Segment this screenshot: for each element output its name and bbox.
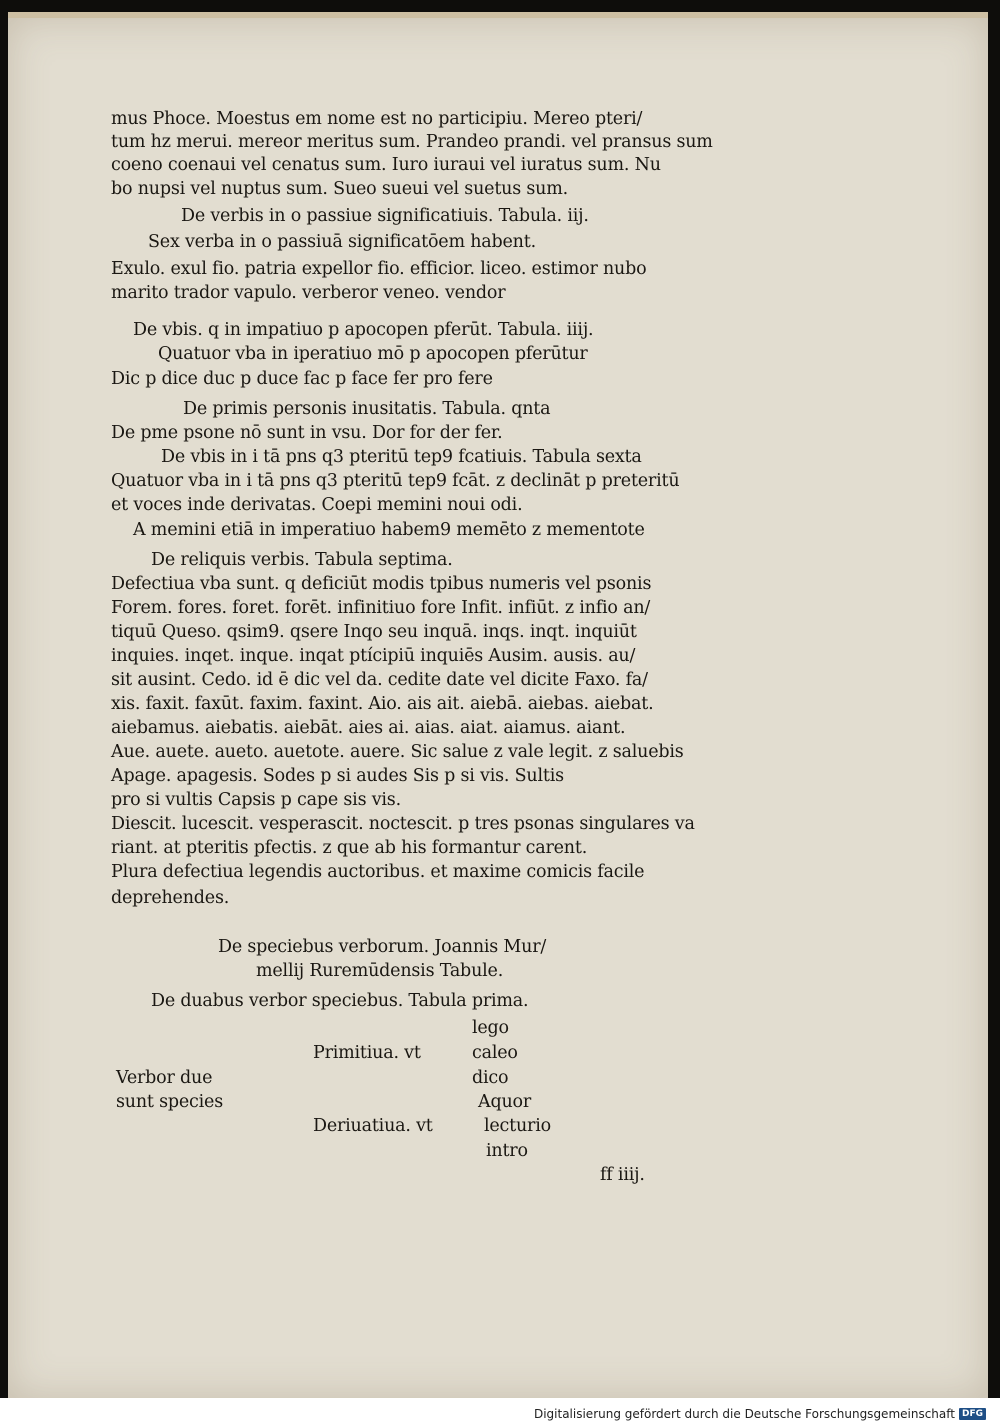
- diagram-example: lego: [472, 1018, 509, 1038]
- diagram-left-label: Verbor due: [116, 1068, 213, 1088]
- text-line: et voces inde derivatas. Coepi memini noui odi.: [111, 495, 523, 515]
- text-line: mus Phoce. Moestus em nome est no participiu. Mereo pteri/: [111, 109, 643, 129]
- text-line: Aue. auete. aueto. auetote. auere. Sic salue z vale legit. z saluebis: [111, 742, 684, 762]
- diagram-left-label: sunt species: [116, 1092, 223, 1112]
- text-line: De pme psone nō sunt in vsu. Dor for der fer.: [111, 423, 503, 443]
- diagram-example: intro: [486, 1141, 528, 1161]
- text-line: inquies. inqet. inque. inqat ptícipiū inquiēs Ausim. ausis. au/: [111, 646, 636, 666]
- text-line: Quatuor vba in iperatiuo mō p apocopen pferūtur: [158, 344, 588, 364]
- section-heading: De verbis in o passiue significatiuis. Tabula. iij.: [181, 206, 589, 226]
- diagram-example: Aquor: [478, 1092, 532, 1112]
- diagram-example: dico: [472, 1068, 509, 1088]
- diagram-example: caleo: [472, 1043, 518, 1063]
- text-line: aiebamus. aiebatis. aiebāt. aies ai. aias. aiat. aiamus. aiant.: [111, 718, 626, 738]
- text-line: Quatuor vba in i tā pns q3 pteritū tep9 fcāt. z declināt p preteritū: [111, 471, 680, 491]
- section-heading: De vbis in i tā pns q3 pteritū tep9 fcatiuis. Tabula sexta: [161, 447, 642, 467]
- section-heading: De primis personis inusitatis. Tabula. qnta: [183, 399, 551, 419]
- text-line: Plura defectiua legendis auctoribus. et maxime comicis facile: [111, 862, 645, 882]
- signature-mark: ff iiij.: [600, 1165, 645, 1185]
- text-line: xis. faxit. faxūt. faxim. faxint. Aio. ais ait. aiebā. aiebas. aiebat.: [111, 694, 654, 714]
- section-heading: De vbis. q in impatiuo p apocopen pferūt. Tabula. iiij.: [133, 320, 594, 340]
- text-line: pro si vultis Capsis p cape sis vis.: [111, 790, 401, 810]
- diagram-deriuatiua: Deriuatiua. vt: [313, 1116, 433, 1136]
- text-line: Diescit. lucescit. vesperascit. noctescit. p tres psonas singulares va: [111, 814, 695, 834]
- text-line: Defectiua vba sunt. q deficiūt modis tpibus numeris vel psonis: [111, 574, 652, 594]
- dfg-logo: DFG: [959, 1408, 986, 1420]
- diagram-example: lecturio: [484, 1116, 551, 1136]
- text-line: Exulo. exul fio. patria expellor fio. efficior. liceo. estimor nubo: [111, 259, 647, 279]
- text-line: deprehendes.: [111, 888, 230, 908]
- text-line: riant. at pteritis pfectis. z que ab his formantur carent.: [111, 838, 588, 858]
- section-title: De speciebus verborum. Joannis Mur/: [218, 937, 547, 957]
- book-page: [8, 12, 988, 1398]
- section-title: mellij Ruremūdensis Tabule.: [256, 961, 504, 981]
- text-line: coeno coenaui vel cenatus sum. Iuro iuraui vel iuratus sum. Nu: [111, 155, 661, 175]
- text-line: sit ausint. Cedo. id ē dic vel da. cedite date vel dicite Faxo. fa/: [111, 670, 648, 690]
- text-line: tum hz merui. mereor meritus sum. Prandeo prandi. vel pransus sum: [111, 132, 713, 152]
- diagram-primitiua: Primitiua. vt: [313, 1043, 421, 1063]
- text-line: Sex verba in o passiuā significatōem habent.: [148, 232, 536, 252]
- text-line: bo nupsi vel nuptus sum. Sueo sueui vel suetus sum.: [111, 179, 568, 199]
- footer-text: Digitalisierung gefördert durch die Deutsche Forschungsgemeinschaft: [533, 1407, 955, 1421]
- text-line: Dic p dice duc p duce fac p face fer pro fere: [111, 369, 493, 389]
- text-line: tiquū Queso. qsim9. qsere Inqo seu inquā. inqs. inqt. inquiūt: [111, 622, 637, 642]
- text-line: A memini etiā in imperatiuo habem9 memēto z mementote: [133, 520, 645, 540]
- text-line: Forem. fores. foret. forēt. infinitiuo fore Infit. infiūt. z infio an/: [111, 598, 651, 618]
- text-line: marito trador vapulo. verberor veneo. vendor: [111, 283, 506, 303]
- section-heading: De reliquis verbis. Tabula septima.: [151, 550, 453, 570]
- footer: [534, 1407, 986, 1421]
- text-line: Apage. apagesis. Sodes p si audes Sis p si vis. Sultis: [111, 766, 564, 786]
- table-title: De duabus verbor speciebus. Tabula prima.: [151, 991, 529, 1011]
